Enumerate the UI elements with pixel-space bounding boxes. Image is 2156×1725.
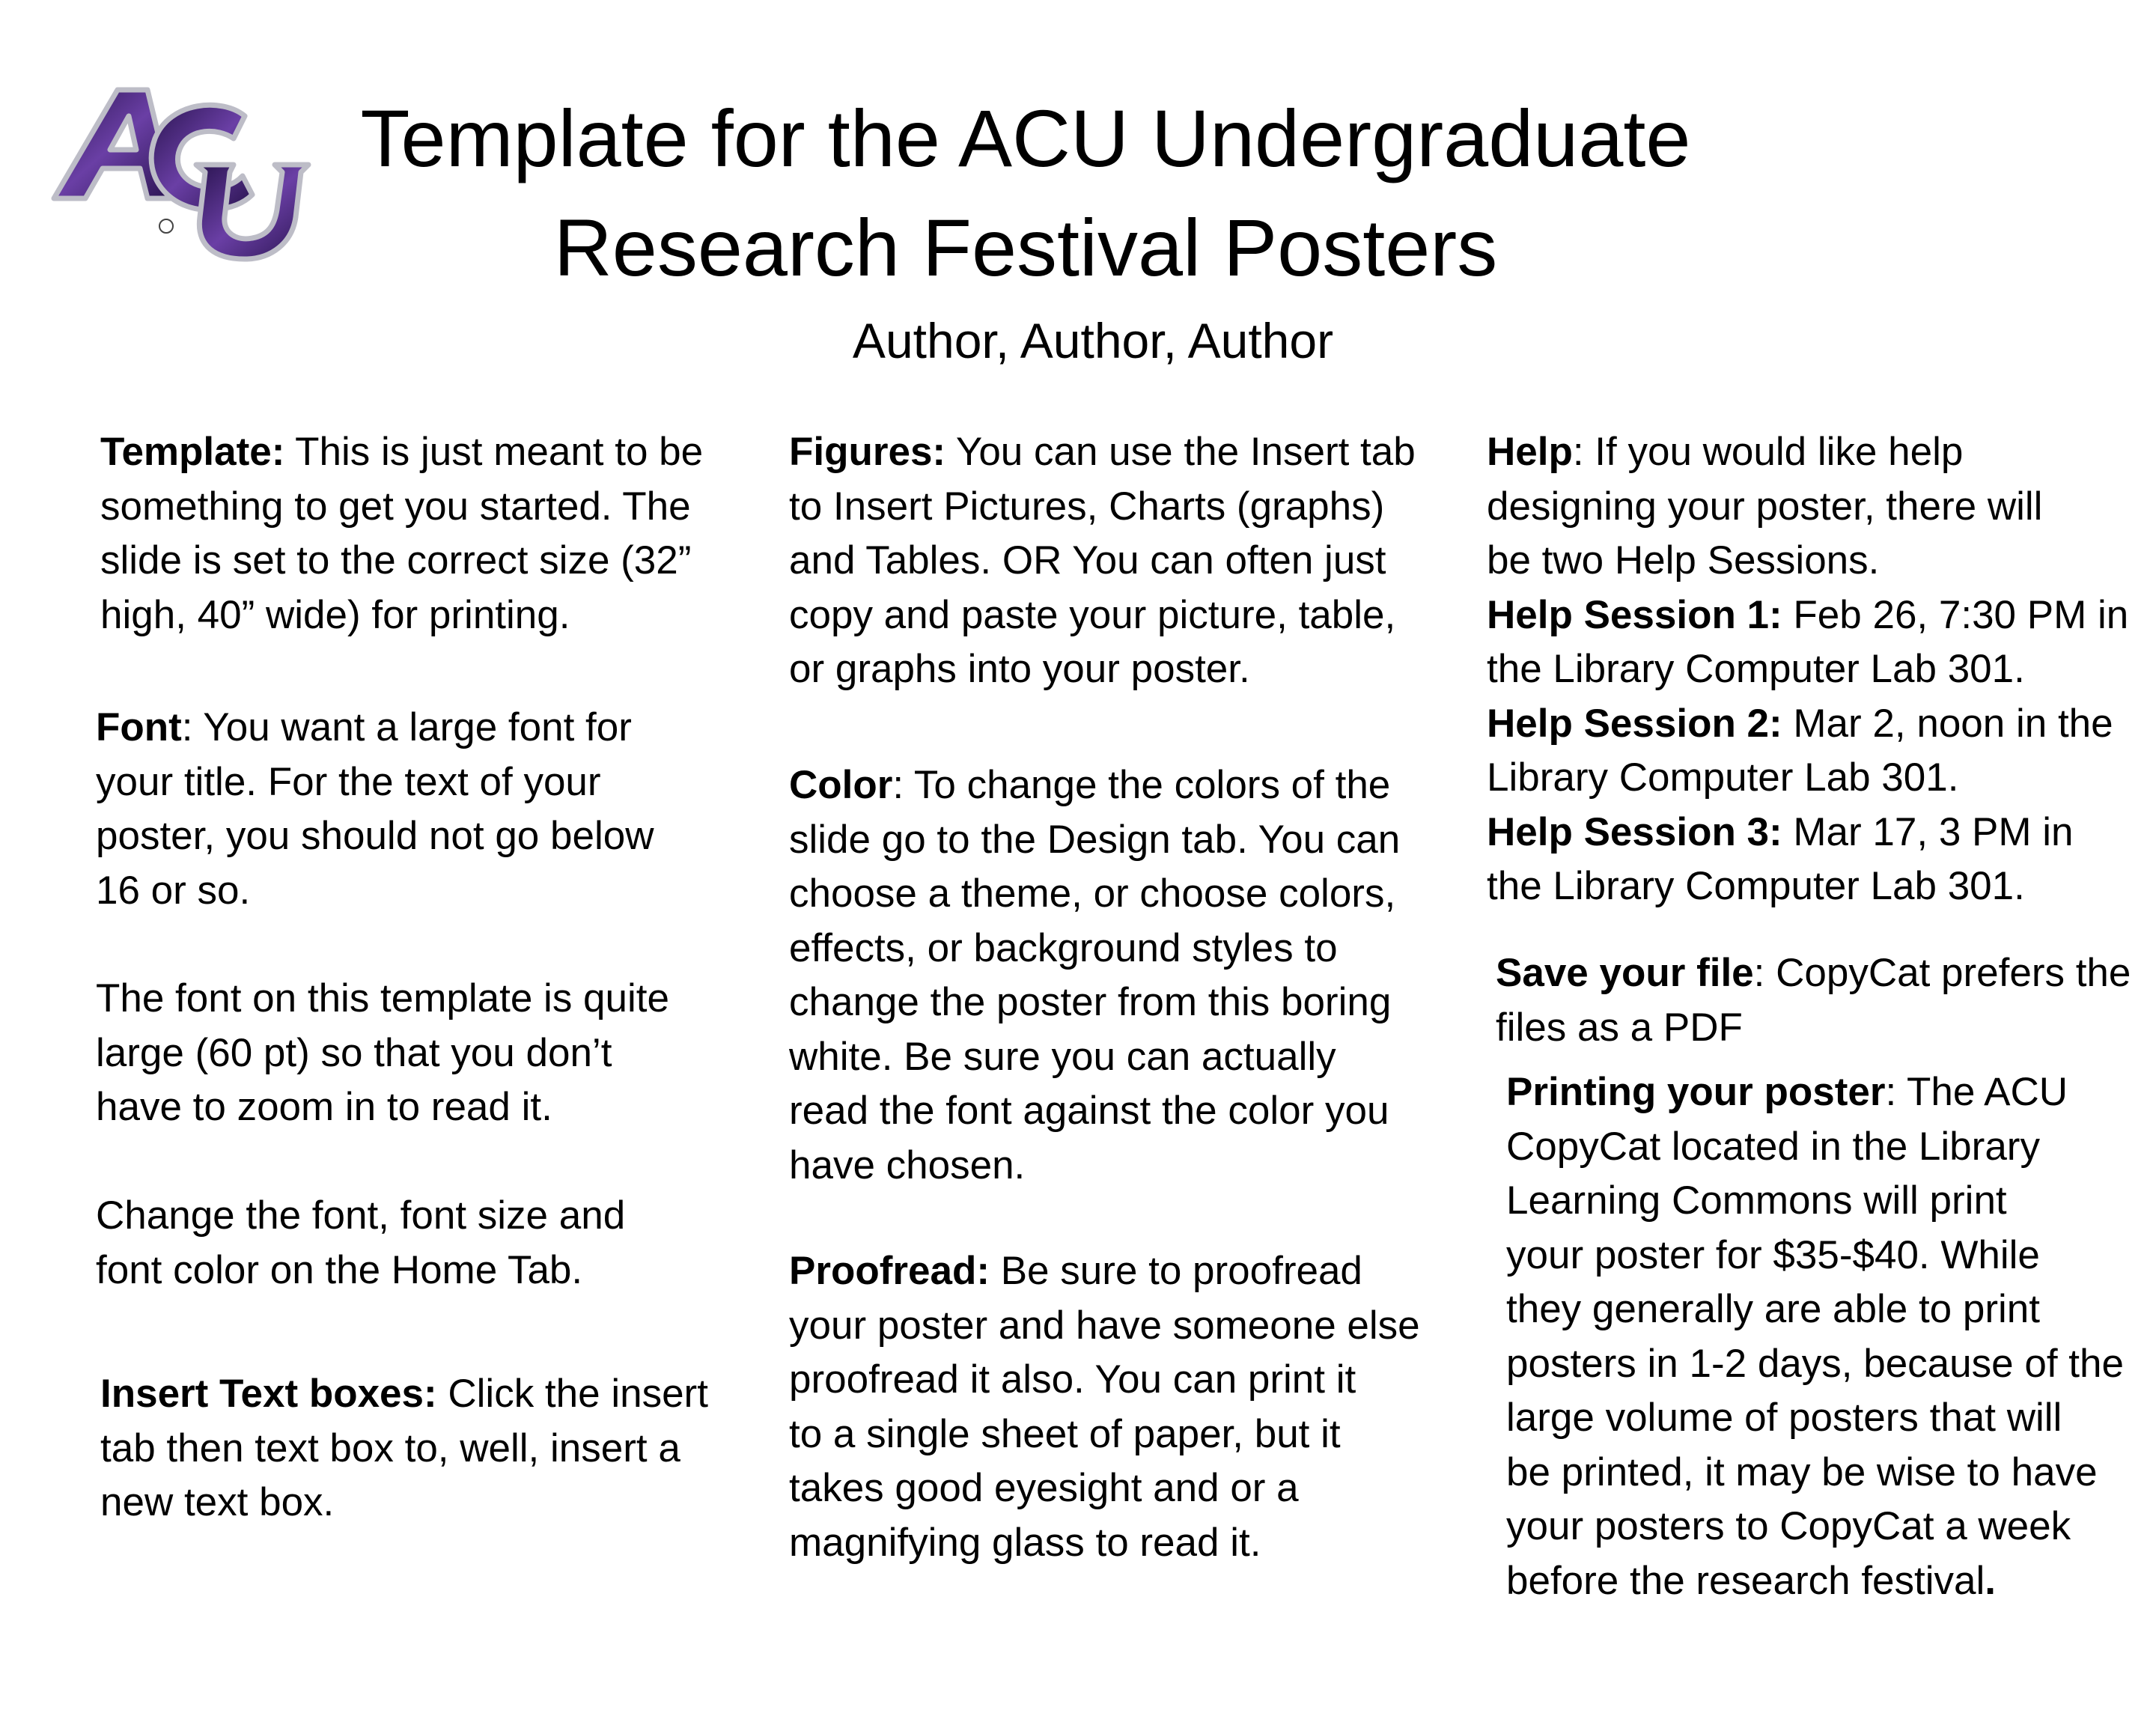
change-font-section: Change the font, font size and font color on the Home Tab.: [96, 1193, 626, 1292]
section-label: Save your file: [1496, 951, 1754, 995]
section-label: Template:: [100, 430, 285, 474]
authors: Author, Author, Author: [852, 313, 1334, 368]
page-title: [247, 84, 1804, 302]
font-note-section: The font on this template is quite large (60 pt) so that you don’t have to zoom in to read it.: [96, 976, 669, 1129]
figures-section: Figures: You can use the Insert tab to Insert Pictures, Charts (graphs) and Tables. OR You can often just copy and paste your picture, table, or graphs into your poster.: [789, 430, 1416, 691]
help-session-1-label: Help Session 1:: [1487, 592, 1782, 637]
section-label: Printing your poster: [1506, 1070, 1886, 1114]
help-section: Help: If you would like help designing your poster, there will be two Help Sessions. Help Session 1: Feb 26, 7:30 PM in the Library Computer Lab 301. Help Session 2: Mar 2, noon in the Library Computer Lab 301. Help Session 3: Mar 17, 3 PM in the Library Computer Lab 301.: [1487, 430, 2129, 908]
title-line-1: Template for the ACU Undergraduate: [360, 93, 1691, 183]
section-label: Help: [1487, 430, 1573, 474]
insert-text-section: Insert Text boxes: Click the insert tab then text box to, well, insert a new text box.: [100, 1372, 708, 1524]
save-file-section: Save your file: CopyCat prefers the files as a PDF: [1496, 951, 2131, 1050]
section-label: Font: [96, 705, 182, 749]
help-session-3-label: Help Session 3:: [1487, 809, 1782, 854]
section-label: Insert Text boxes:: [100, 1372, 437, 1416]
title-line-2: Research Festival Posters: [553, 202, 1498, 293]
section-label: Color: [789, 763, 893, 807]
font-section: Font: You want a large font for your title. For the text of your poster, you should not go below 16 or so.: [96, 705, 654, 913]
template-section: Template: This is just meant to be something to get you started. The slide is set to the correct size (32” high, 40” wide) for printing.: [100, 430, 704, 637]
section-label: Proofread:: [789, 1249, 990, 1293]
color-section: Color: To change the colors of the slide go to the Design tab. You can choose a theme, or choose colors, effects, or background styles to change the poster from this boring white. Be sure you can actually read the font against the color you have chosen.: [789, 763, 1401, 1187]
printing-section: Printing your poster: The ACU CopyCat located in the Library Learning Commons will print your poster for $35-$40. While they generally are able to print posters in 1-2 days, because of the large volume of posters that will be printed, it may be wise to have your posters to CopyCat a week before the research festival.: [1506, 1070, 2124, 1603]
proofread-section: Proofread: Be sure to proofread your poster and have someone else proofread it also. You can print it to a single sheet of paper, but it takes good eyesight and or a magnifying glass to read it.: [789, 1249, 1420, 1565]
help-session-2-label: Help Session 2:: [1487, 701, 1782, 746]
section-label: Figures:: [789, 430, 946, 474]
